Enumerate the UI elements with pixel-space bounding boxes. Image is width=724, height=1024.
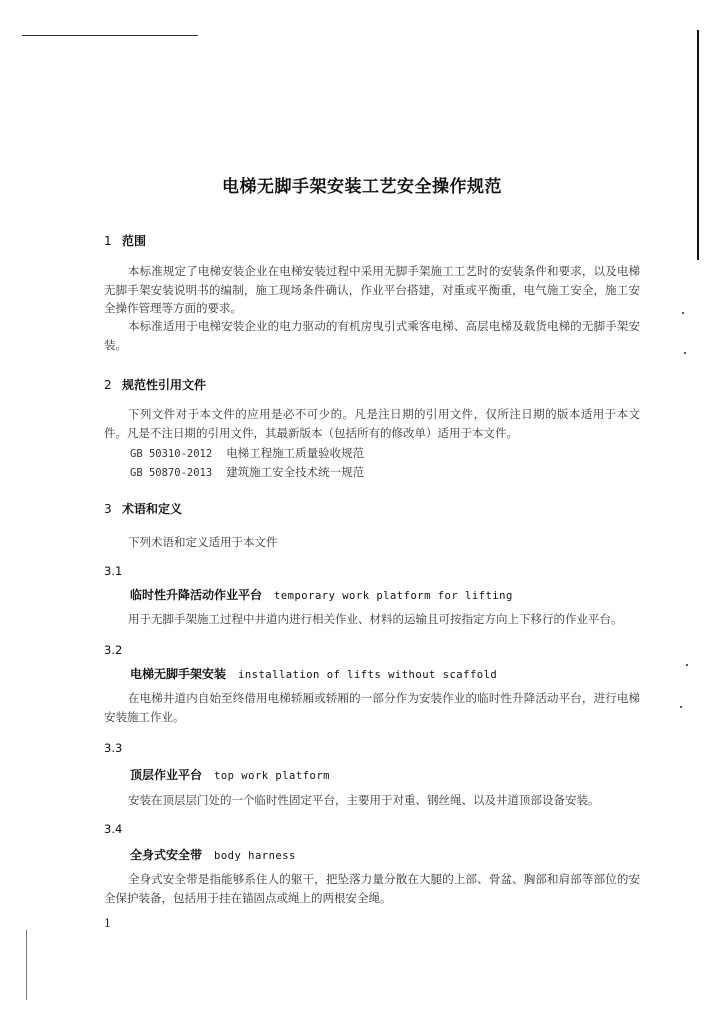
scan-edge-right [697, 30, 699, 260]
reference-name: 电梯工程施工质量验收规范 [226, 446, 365, 460]
term-number: 3.1 [104, 564, 123, 578]
term-heading [130, 665, 497, 682]
term-en: body harness [214, 850, 296, 862]
term-number: 3.4 [104, 822, 123, 836]
section-title: 术语和定义 [122, 502, 183, 516]
reference-code: GB 50310-2012 [130, 448, 213, 460]
term-zh: 临时性升降活动作业平台 [130, 588, 263, 602]
term-zh: 全身式安全带 [130, 848, 203, 862]
term-heading [130, 766, 330, 783]
reference-name: 建筑施工安全技术统一规范 [226, 465, 365, 479]
document-title: 电梯无脚手架安装工艺安全操作规范 [222, 177, 502, 197]
scope-paragraph-2: 本标准适用于电梯安装企业的电力驱动的有机房曳引式乘客电梯、高层电梯及载货电梯的无脚手架安装。 [104, 319, 640, 352]
reference-item [130, 445, 364, 461]
scope-paragraph-1: 本标准规定了电梯安装企业在电梯安装过程中采用无脚手架施工工艺时的安装条件和要求，以及电梯无脚手架安装说明书的编制，施工现场条件确认，作业平台搭建，对重或平衡重，电气施工安全，施工安全操作管理等方面的要求。 [104, 264, 640, 315]
scan-speck [682, 312, 684, 314]
term-number: 3.2 [104, 643, 123, 657]
normative-refs-paragraph: 下列文件对于本文件的应用是必不可少的。凡是注日期的引用文件，仅所注日期的版本适用于本文件。凡是不注日期的引用文件，其最新版本（包括所有的修改单）适用于本文件。 [104, 407, 640, 440]
section-title: 范围 [122, 234, 147, 248]
scan-speck [680, 706, 682, 708]
section-number: 3 [104, 502, 112, 516]
page-number: 1 [104, 917, 111, 930]
scan-edge-left [26, 930, 27, 1000]
term-definition: 全身式安全带是指能够系住人的躯干，把坠落力量分散在大腿的上部、骨盆、胸部和肩部等部位的安全保护装备，包括用于挂在锚固点或绳上的两根安全绳。 [104, 872, 640, 905]
section-number: 2 [104, 378, 112, 392]
reference-item [130, 464, 364, 480]
section-heading-terms [104, 500, 182, 517]
term-heading [130, 846, 296, 863]
term-number: 3.3 [104, 741, 123, 755]
term-en: installation of lifts without scaffold [238, 669, 498, 681]
term-en: temporary work platform for lifting [274, 590, 513, 602]
term-definition: 在电梯井道内自始至终借用电梯轿厢或轿厢的一部分作为安装作业的临时性升降活动平台，进行电梯安装施工作业。 [104, 691, 640, 724]
term-definition: 安装在顶层层门处的一个临时性固定平台，主要用于对重、钢丝绳、以及井道顶部设备安装。 [128, 793, 600, 807]
term-definition: 用于无脚手架施工过程中井道内进行相关作业、材料的运输且可按指定方向上下移行的作业平台。 [128, 612, 623, 626]
terms-intro: 下列术语和定义适用于本文件 [128, 535, 278, 549]
section-heading-scope [104, 232, 146, 249]
term-zh: 顶层作业平台 [130, 768, 203, 782]
section-title: 规范性引用文件 [122, 378, 207, 392]
scan-speck [686, 664, 688, 666]
section-number: 1 [104, 234, 112, 248]
scan-speck [684, 352, 686, 354]
reference-code: GB 50870-2013 [130, 467, 213, 479]
term-zh: 电梯无脚手架安装 [130, 667, 227, 681]
term-heading [130, 586, 513, 603]
header-rule [22, 35, 198, 36]
term-en: top work platform [214, 770, 330, 782]
section-heading-normative-refs [104, 376, 206, 393]
